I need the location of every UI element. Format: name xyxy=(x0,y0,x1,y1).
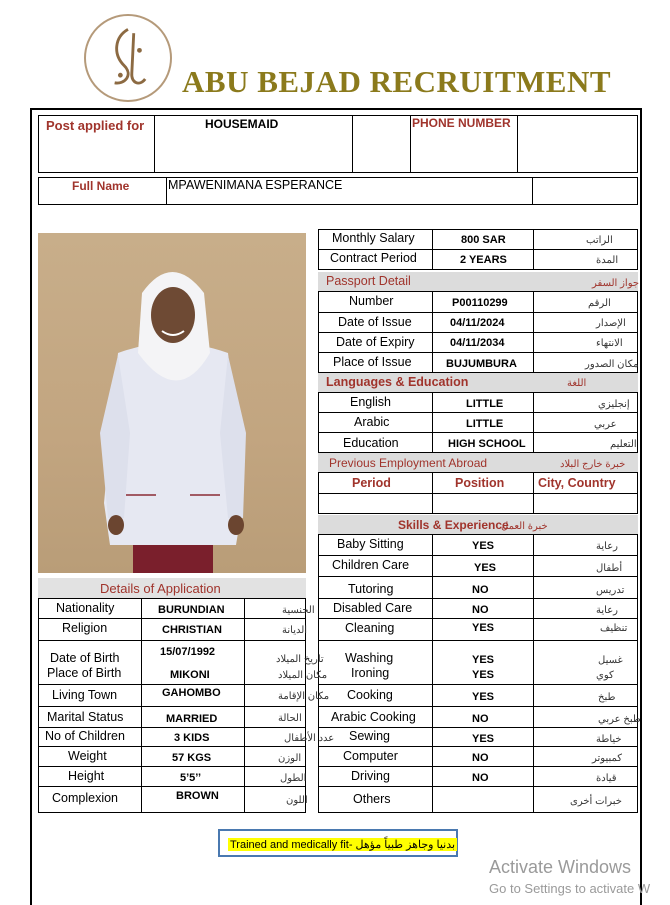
detail-ar-4: مكان الإقامة xyxy=(278,691,330,702)
passport-label-2: Date of Expiry xyxy=(336,335,415,349)
skill-value-1: YES xyxy=(474,562,497,574)
details-title: Details of Application xyxy=(100,581,221,596)
contract-ar-1: المدة xyxy=(596,255,619,266)
contract-ar-0: الراتب xyxy=(586,235,613,246)
detail-label-3: Place of Birth xyxy=(47,666,122,680)
fitness-notice xyxy=(218,829,458,857)
detail-label-6: No of Children xyxy=(45,729,125,743)
employment-title-ar: خبرة خارج البلاد xyxy=(560,459,626,470)
candidate-photo xyxy=(38,233,306,573)
phone-label: PHONE NUMBER xyxy=(412,116,511,130)
fullname-label: Full Name xyxy=(72,179,130,193)
language-label-1: Arabic xyxy=(354,415,390,429)
detail-ar-8: الطول xyxy=(280,773,307,784)
skill-ar-2: تدريس xyxy=(596,585,625,596)
skill-value-5: YES xyxy=(472,654,495,666)
detail-value-6: 3 KIDS xyxy=(174,732,210,744)
skill-value-10: NO xyxy=(472,752,489,764)
skill-label-7: Cooking xyxy=(347,688,393,702)
detail-value-2: 15/07/1992 xyxy=(160,646,216,658)
skill-value-3: NO xyxy=(472,604,489,616)
language-ar-0: إنجليزي xyxy=(598,399,630,410)
employment-title: Previous Employment Abroad xyxy=(329,456,488,470)
passport-value-0: P00110299 xyxy=(452,297,508,309)
company-logo xyxy=(84,14,172,102)
skills-title: Skills & Experience xyxy=(398,518,509,532)
skill-label-0: Baby Sitting xyxy=(337,537,404,551)
detail-ar-2: تاريخ الميلاد xyxy=(276,654,324,665)
skill-ar-4: تنظيف xyxy=(600,623,628,634)
skill-label-4: Cleaning xyxy=(345,621,395,635)
post-label: Post applied for xyxy=(46,118,145,133)
languages-title-ar: اللغة xyxy=(567,378,587,389)
skill-value-6: YES xyxy=(472,669,495,681)
employment-col-position: Position xyxy=(455,476,505,490)
passport-value-1: 04/11/2024 xyxy=(450,317,505,329)
skill-ar-11: قيادة xyxy=(596,773,617,784)
contract-value-0: 800 SAR xyxy=(461,234,506,246)
detail-value-4: GAHOMBO xyxy=(162,687,221,699)
skill-ar-9: خياطة xyxy=(596,734,622,745)
language-ar-2: التعليم xyxy=(610,439,637,450)
language-label-2: Education xyxy=(343,436,399,450)
skill-label-6: Ironing xyxy=(351,666,390,680)
detail-ar-6: عدد الأطفال xyxy=(284,733,335,744)
skill-label-3: Disabled Care xyxy=(333,601,413,615)
detail-ar-7: الوزن xyxy=(278,753,302,764)
skill-ar-12: خبرات أخرى xyxy=(570,796,622,807)
activate-windows-hint: Go to Settings to activate W xyxy=(489,881,651,896)
language-value-2: HIGH SCHOOL xyxy=(448,438,526,450)
skill-label-8: Arabic Cooking xyxy=(331,710,416,724)
skills-title-ar: خبرة العمل xyxy=(501,521,548,532)
skill-value-0: YES xyxy=(472,540,495,552)
languages-title: Languages & Education xyxy=(326,375,469,389)
skill-ar-5: غسيل xyxy=(598,655,623,666)
detail-ar-1: الديانة xyxy=(282,625,308,636)
employment-col-country: City, Country xyxy=(538,476,616,490)
detail-value-9: BROWN xyxy=(176,790,219,802)
passport-ar-3: مكان الصدور xyxy=(585,359,639,370)
skill-ar-1: أطفال xyxy=(596,563,623,574)
passport-value-2: 04/11/2034 xyxy=(450,337,505,349)
language-value-1: LITTLE xyxy=(466,418,504,430)
detail-label-7: Weight xyxy=(68,749,107,763)
fitness-notice-text: Trained and medically fit- بدنيا وجاهز طبياً مؤهل xyxy=(230,839,456,851)
passport-ar-0: الرقم xyxy=(588,298,611,309)
passport-title-ar: جواز السفر xyxy=(592,278,640,289)
activate-windows-title: Activate Windows xyxy=(489,857,632,877)
detail-ar-0: الجنسية xyxy=(282,605,315,616)
detail-ar-9: اللون xyxy=(286,795,308,806)
language-label-0: English xyxy=(350,395,391,409)
detail-value-0: BURUNDIAN xyxy=(158,604,225,616)
passport-ar-1: الإصدار xyxy=(596,318,626,329)
skill-label-1: Children Care xyxy=(332,558,410,572)
skill-value-4: YES xyxy=(472,622,495,634)
detail-label-8: Height xyxy=(68,769,105,783)
detail-ar-5: الحالة xyxy=(278,713,302,724)
company-name: ABU BEJAD RECRUITMENT xyxy=(182,64,612,99)
skill-ar-7: طبخ xyxy=(598,692,616,703)
skill-value-2: NO xyxy=(472,584,489,596)
language-ar-1: عربي xyxy=(594,419,617,430)
passport-label-1: Date of Issue xyxy=(338,315,412,329)
passport-label-0: Number xyxy=(349,294,394,308)
detail-label-4: Living Town xyxy=(52,688,118,702)
skill-label-11: Driving xyxy=(351,769,390,783)
detail-label-9: Complexion xyxy=(52,791,119,805)
skill-ar-10: كمبيوتر xyxy=(592,753,623,764)
contract-label-1: Contract Period xyxy=(330,251,417,265)
detail-label-5: Marital Status xyxy=(47,710,124,724)
post-value: HOUSEMAID xyxy=(205,117,279,131)
detail-ar-3: مكان الميلاد xyxy=(278,670,328,681)
skill-label-12: Others xyxy=(353,792,391,806)
skill-label-9: Sewing xyxy=(349,729,390,743)
passport-title: Passport Detail xyxy=(326,274,411,288)
skill-value-9: YES xyxy=(472,733,495,745)
contract-value-1: 2 YEARS xyxy=(460,254,507,266)
skill-value-7: YES xyxy=(472,691,495,703)
detail-value-3: MIKONI xyxy=(170,669,210,681)
skill-ar-0: رعاية xyxy=(596,541,618,552)
detail-label-1: Religion xyxy=(62,621,108,635)
skill-ar-3: رعاية xyxy=(596,605,618,616)
passport-ar-2: الانتهاء xyxy=(596,338,623,349)
fullname-value: MPAWENIMANA ESPERANCE xyxy=(168,178,343,192)
skill-label-2: Tutoring xyxy=(348,582,394,596)
skill-value-11: NO xyxy=(472,772,489,784)
employment-col-period: Period xyxy=(352,476,391,490)
language-value-0: LITTLE xyxy=(466,398,504,410)
skill-label-5: Washing xyxy=(345,651,394,665)
detail-value-7: 57 KGS xyxy=(172,752,212,764)
detail-label-0: Nationality xyxy=(56,601,115,615)
contract-label-0: Monthly Salary xyxy=(332,231,415,245)
skill-ar-8: طبخ عربي xyxy=(598,714,641,725)
detail-value-5: MARRIED xyxy=(166,713,218,725)
skill-label-10: Computer xyxy=(343,749,398,763)
detail-label-2: Date of Birth xyxy=(50,651,120,665)
skill-ar-6: كوي xyxy=(596,670,614,681)
skill-value-8: NO xyxy=(472,713,489,725)
passport-label-3: Place of Issue xyxy=(333,355,412,369)
detail-value-8: 5’5’’ xyxy=(180,772,201,784)
detail-value-1: CHRISTIAN xyxy=(162,624,222,636)
passport-value-3: BUJUMBURA xyxy=(446,358,517,370)
